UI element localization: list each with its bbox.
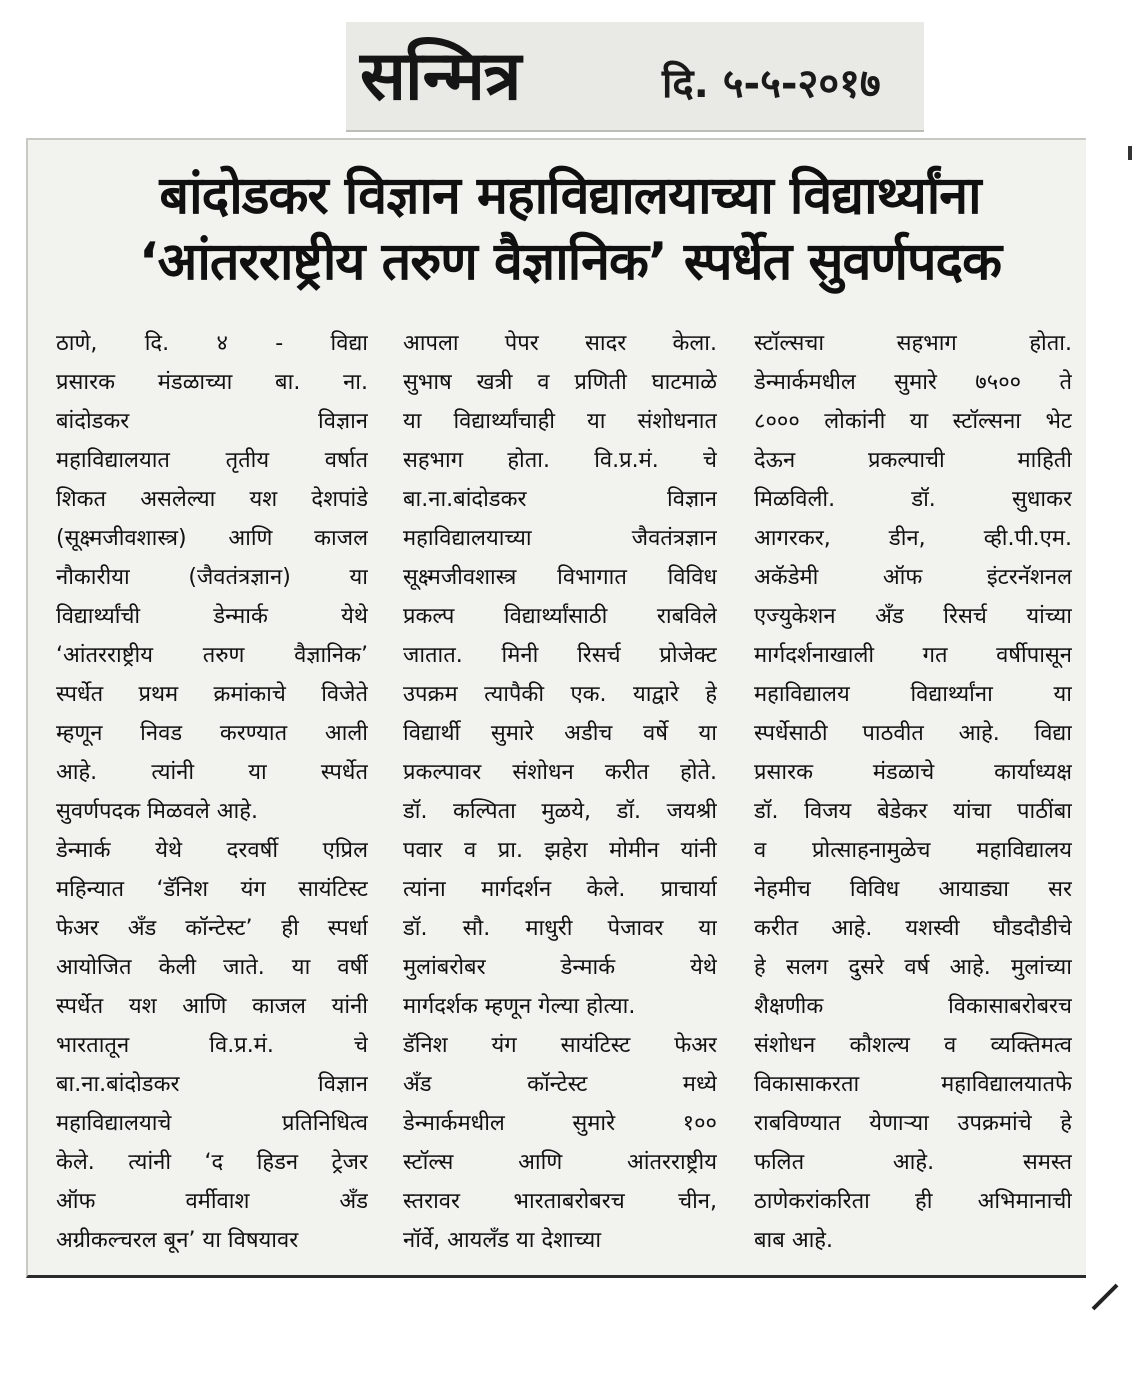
article-line: बाब आहे. — [754, 1228, 833, 1253]
article-line: शैक्षणीक विकासाबरोबरच — [754, 994, 1072, 1019]
article-line: जातात. मिनी रिसर्च प्रोजेक्ट — [403, 643, 717, 668]
article-line: प्रसारक मंडळाच्या बा. ना. — [56, 370, 368, 395]
article-column-3 — [754, 324, 1072, 1260]
article-line: नौकारीया (जैवतंत्रज्ञान) या — [56, 565, 368, 590]
article-line: डेन्मार्कमधील सुमारे ७५०० ते — [754, 370, 1072, 395]
article-line: मुलांबरोबर डेन्मार्क येथे — [403, 955, 717, 980]
article-line: भारतातून वि.प्र.मं. चे — [56, 1033, 368, 1058]
article-line: ठाणेकरांकरिता ही अभिमानाची — [754, 1189, 1072, 1214]
article-line: ८००० लोकांनी या स्टॉल्सना भेट — [754, 409, 1072, 434]
newspaper-masthead — [346, 22, 924, 132]
article-line: करीत आहे. यशस्वी घौडदौडीचे — [754, 916, 1072, 941]
article-line: मिळविली. डॉ. सुधाकर — [754, 487, 1072, 512]
article-line: नॉर्वे, आयलँड या देशाच्या — [403, 1228, 602, 1253]
article-line: स्टॉल्सचा सहभाग होता. — [754, 331, 1072, 356]
article-line: त्यांना मार्गदर्शन केले. प्राचार्या — [403, 877, 717, 902]
article-line: पवार व प्रा. झहेरा मोमीन यांनी — [403, 838, 717, 863]
article-line: विद्यार्थ्यांची डेन्मार्क येथे — [56, 604, 368, 629]
article-line: स्पर्धेत यश आणि काजल यांनी — [56, 994, 368, 1019]
article-column-1 — [56, 324, 368, 1260]
article-line: शिकत असलेल्या यश देशपांडे — [56, 487, 368, 512]
article-line: एज्युकेशन अँड रिसर्च यांच्या — [754, 604, 1072, 629]
article-line: व प्रोत्साहनामुळेच महाविद्यालय — [754, 838, 1072, 863]
article-line: सहभाग होता. वि.प्र.मं. चे — [403, 448, 717, 473]
article-line: फेअर अँड कॉन्टेस्ट’ ही स्पर्धा — [56, 916, 368, 941]
article-line: मार्गदर्शनाखाली गत वर्षीपासून — [754, 643, 1072, 668]
article-line: डेन्मार्क येथे दरवर्षी एप्रिल — [56, 838, 368, 863]
article-line: महाविद्यालयाच्या जैवतंत्रज्ञान — [403, 526, 717, 551]
article-line: डॉ. कल्पिता मुळये, डॉ. जयश्री — [403, 799, 717, 824]
article-line: उपक्रम त्यापैकी एक. याद्वारे हे — [403, 682, 717, 707]
article-line: सुभाष खत्री व प्रणिती घाटमाळे — [403, 370, 717, 395]
article-line: राबविण्यात येणाऱ्या उपक्रमांचे हे — [754, 1111, 1072, 1136]
article-line: (सूक्ष्मजीवशास्त्र) आणि काजल — [56, 526, 368, 551]
article-line: बा.ना.बांदोडकर विज्ञान — [403, 487, 717, 512]
newspaper-name: सन्मित्र — [360, 36, 521, 116]
pen-tick-mark — [1092, 1284, 1119, 1311]
article-line: ‘आंतरराष्ट्रीय तरुण वैज्ञानिक’ — [56, 643, 368, 668]
article-line: विद्यार्थी सुमारे अडीच वर्षे या — [403, 721, 717, 746]
article-line: डेन्मार्कमधील सुमारे १०० — [403, 1111, 717, 1136]
article-line: प्रकल्प विद्यार्थ्यांसाठी राबविले — [403, 604, 717, 629]
article-line: महाविद्यालय विद्यार्थ्यांना या — [754, 682, 1072, 707]
article-line: फलित आहे. समस्त — [754, 1150, 1072, 1175]
article-line: आगरकर, डीन, व्ही.पी.एम. — [754, 526, 1072, 551]
article-line: हे सलग दुसरे वर्ष आहे. मुलांच्या — [754, 955, 1072, 980]
article-line: प्रकल्पावर संशोधन करीत होते. — [403, 760, 717, 785]
publication-date: दि. ५-५-२०१७ — [662, 61, 881, 107]
article-line: महाविद्यालयात तृतीय वर्षात — [56, 448, 368, 473]
article-line: नेहमीच विविध आयाड्या सर — [754, 877, 1072, 902]
headline-line-1: बांदोडकर विज्ञान महाविद्यालयाच्या विद्यार्थ्यांना — [159, 166, 981, 226]
article-line: अग्रीकल्चरल बून’ या विषयावर — [56, 1228, 299, 1253]
article-line: अकॅडेमी ऑफ इंटरनॅशनल — [754, 565, 1072, 590]
article-column-2 — [403, 324, 717, 1260]
article-line: स्तरावर भारताबरोबरच चीन, — [403, 1189, 717, 1214]
article-line: मार्गदर्शक म्हणून गेल्या होत्या. — [403, 994, 636, 1019]
article-line: संशोधन कौशल्य व व्यक्तिमत्व — [754, 1033, 1072, 1058]
article-line: सूक्ष्मजीवशास्त्र विभागात विविध — [403, 565, 717, 590]
article-line: म्हणून निवड करण्यात आली — [56, 721, 368, 746]
article-line: ठाणे, दि. ४ - विद्या — [56, 331, 368, 356]
article-line: महाविद्यालयाचे प्रतिनिधित्व — [56, 1111, 368, 1136]
article-line: आपला पेपर सादर केला. — [403, 331, 717, 356]
article-line: देऊन प्रकल्पाची माहिती — [754, 448, 1072, 473]
article-line: डॅनिश यंग सायंटिस्ट फेअर — [403, 1033, 717, 1058]
article-line: स्पर्धेत प्रथम क्रमांकाचे विजेते — [56, 682, 368, 707]
article-line: या विद्यार्थ्यांचाही या संशोधनात — [403, 409, 717, 434]
article-line: डॉ. सौ. माधुरी पेजावर या — [403, 916, 717, 941]
article-line: आयोजित केली जाते. या वर्षी — [56, 955, 368, 980]
article-line: अँड कॉन्टेस्ट मध्ये — [403, 1072, 717, 1097]
article-line: स्पर्धेसाठी पाठवीत आहे. विद्या — [754, 721, 1072, 746]
article-line: विकासाकरता महाविद्यालयातफे — [754, 1072, 1072, 1097]
article-line: स्टॉल्स आणि आंतरराष्ट्रीय — [403, 1150, 717, 1175]
article-line: बा.ना.बांदोडकर विज्ञान — [56, 1072, 368, 1097]
article-line: डॉ. विजय बेडेकर यांचा पाठींबा — [754, 799, 1072, 824]
headline-line-2: ‘आंतरराष्ट्रीय तरुण वैज्ञानिक’ स्पर्धेत सुवर्णपदक — [138, 232, 1002, 292]
article-line: प्रसारक मंडळाचे कार्याध्यक्ष — [754, 760, 1072, 785]
article-line: केले. त्यांनी ‘द हिडन ट्रेजर — [56, 1150, 368, 1175]
article-line: बांदोडकर विज्ञान — [56, 409, 368, 434]
article-line: महिन्यात ‘डॅनिश यंग सायंटिस्ट — [56, 877, 368, 902]
article-line: आहे. त्यांनी या स्पर्धेत — [56, 760, 368, 785]
article-line: ऑफ वर्मीवाश अँड — [56, 1189, 368, 1214]
article-line: सुवर्णपदक मिळवले आहे. — [56, 799, 258, 824]
